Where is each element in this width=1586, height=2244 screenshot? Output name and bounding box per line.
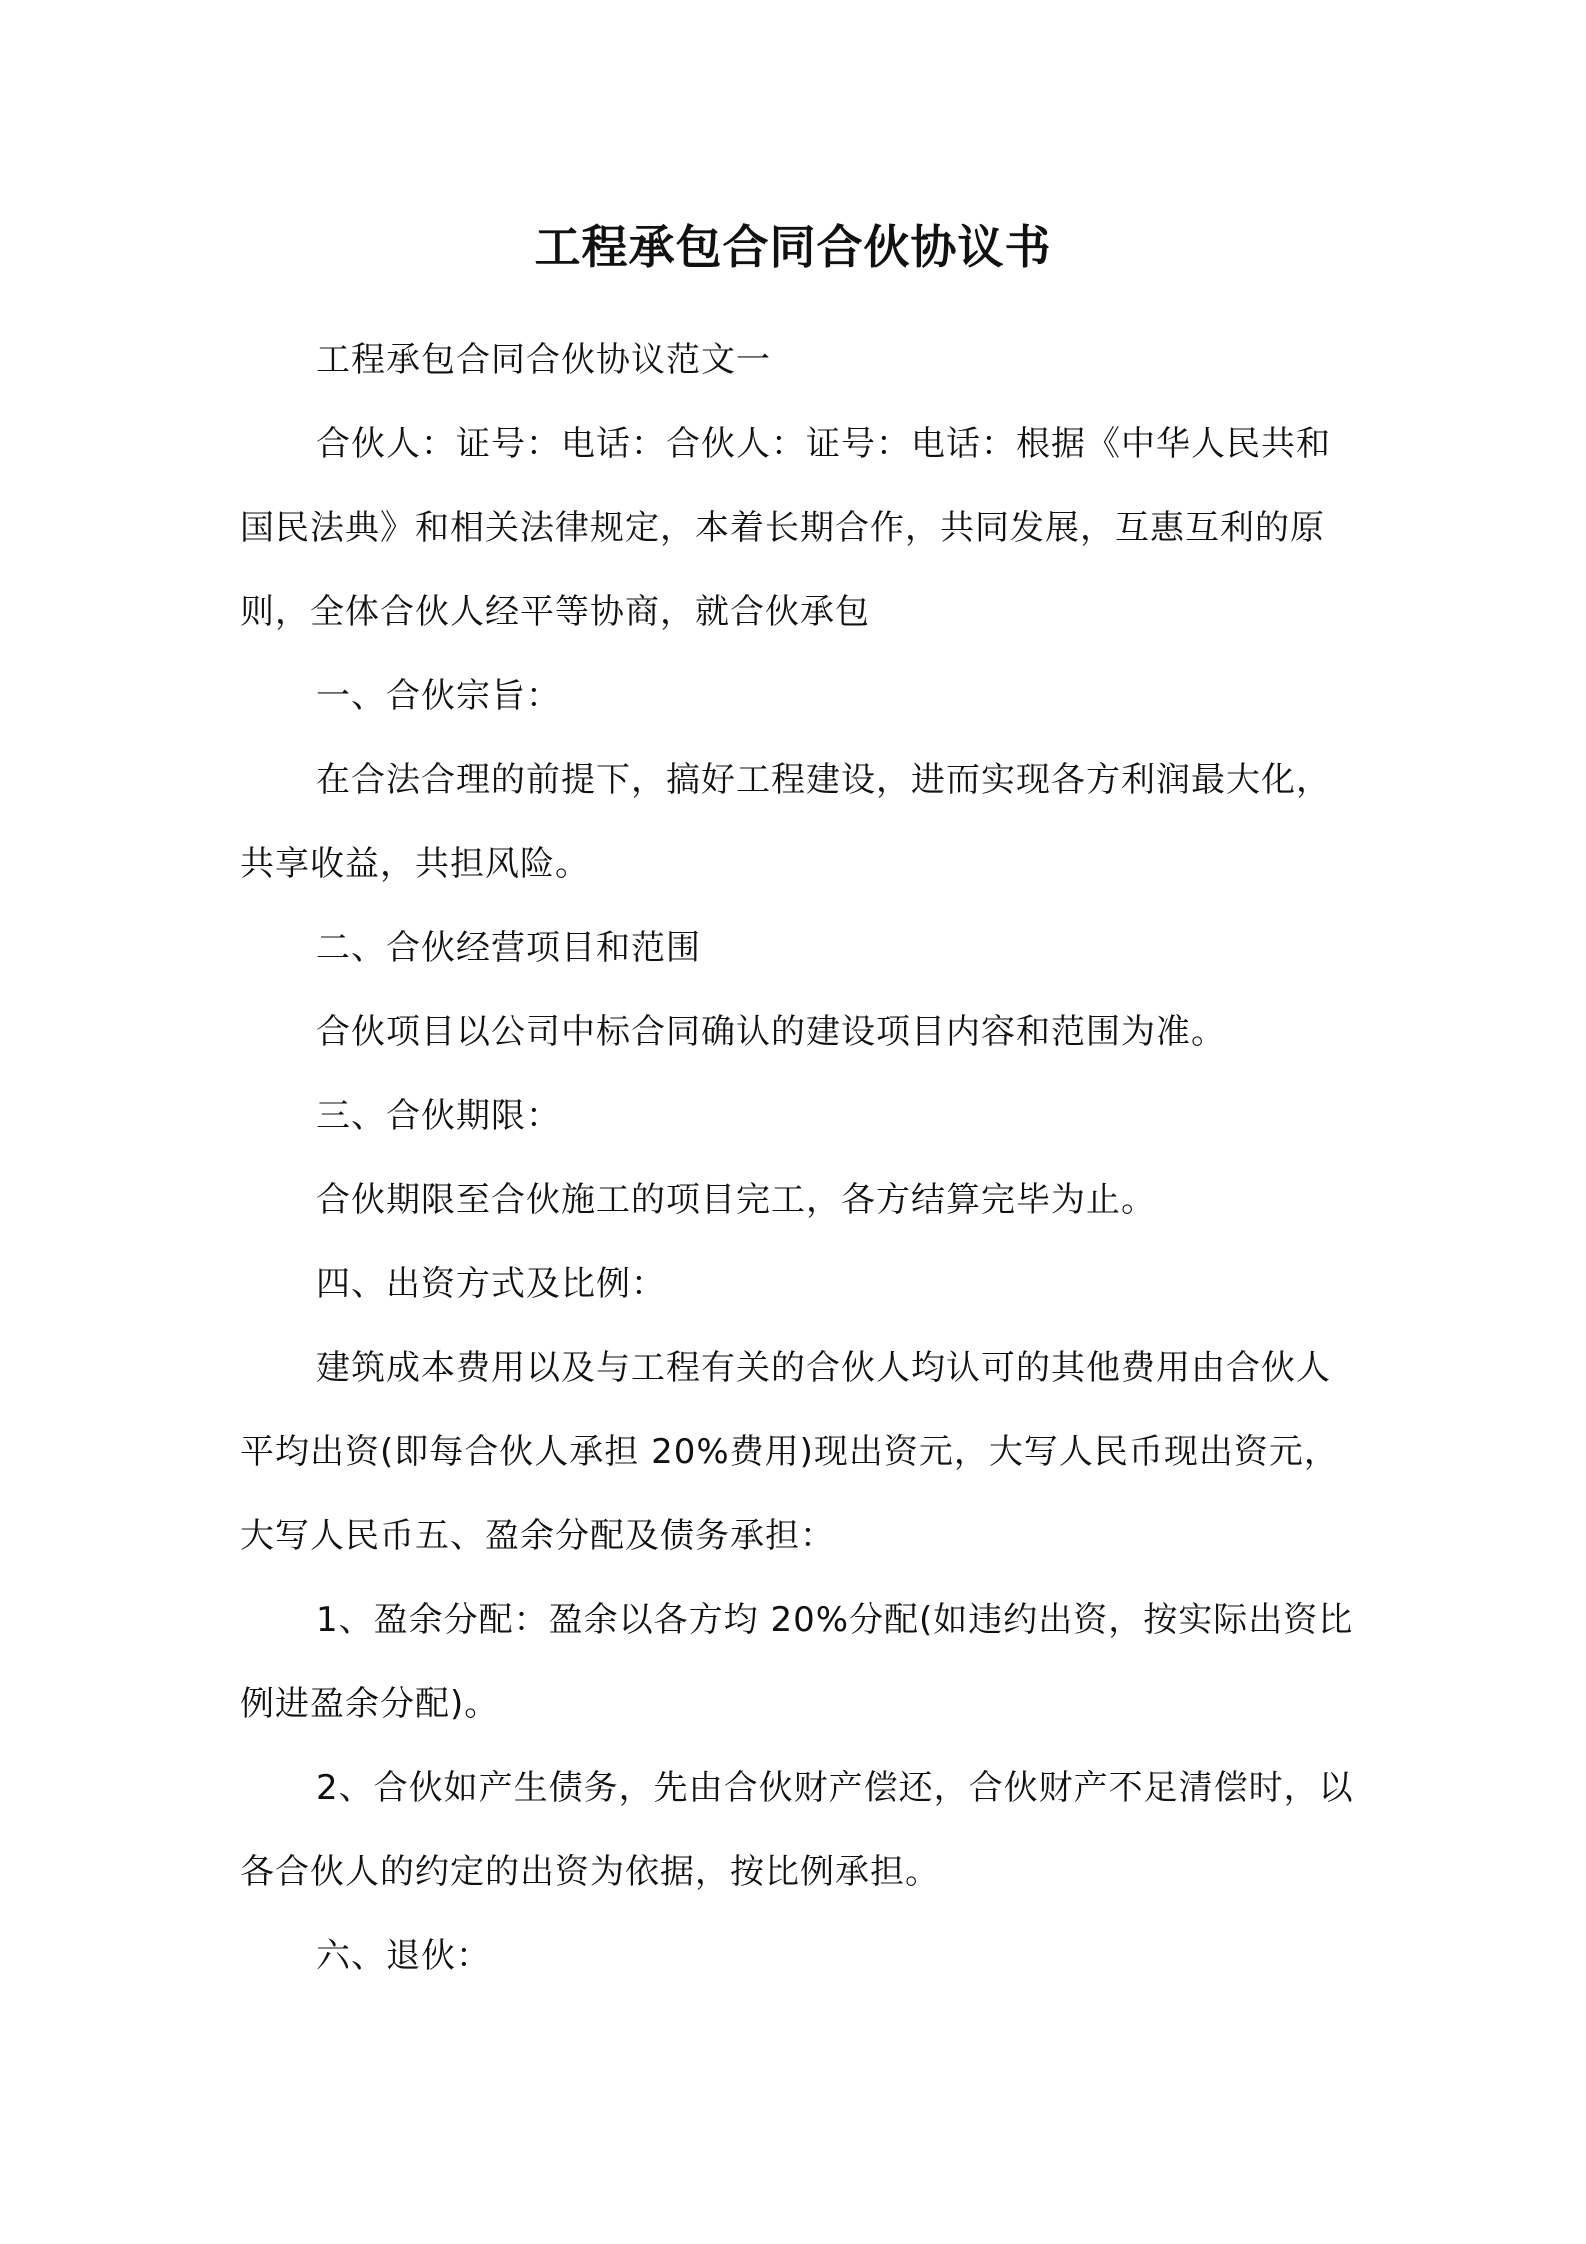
document-body [240, 318, 1355, 1998]
section-heading-scope: 二、合伙经营项目和范围 [316, 928, 701, 968]
paragraph-sample-heading: 工程承包合同合伙协议范文一 [316, 340, 771, 380]
paragraph-debt: 2、合伙如产生债务，先由合伙财产偿还，合伙财产不足清偿时，以各合伙人的约定的出资为依据，按比例承担。 [240, 1768, 1354, 1892]
section-heading-term: 三、合伙期限： [316, 1096, 561, 1136]
section-heading-contribution: 四、出资方式及比例： [316, 1264, 666, 1304]
paragraph-profit-distribution: 1、盈余分配：盈余以各方均 20%分配(如违约出资，按实际出资比例进盈余分配)。 [240, 1600, 1354, 1724]
paragraph-term: 合伙期限至合伙施工的项目完工，各方结算完毕为止。 [316, 1180, 1156, 1220]
document-title: 工程承包合同合伙协议书 [534, 220, 1052, 274]
paragraph-preamble: 合伙人：证号：电话：合伙人：证号：电话：根据《中华人民共和国民法典》和相关法律规定，本着长期合作，共同发展，互惠互利的原则，全体合伙人经平等协商，就合伙承包 [240, 424, 1331, 632]
section-heading-withdrawal: 六、退伙： [316, 1936, 491, 1976]
paragraph-purpose: 在合法合理的前提下，搞好工程建设，进而实现各方利润最大化，共享收益，共担风险。 [240, 760, 1331, 884]
paragraph-scope: 合伙项目以公司中标合同确认的建设项目内容和范围为准。 [316, 1012, 1226, 1052]
section-heading-purpose: 一、合伙宗旨： [316, 676, 561, 716]
paragraph-contribution: 建筑成本费用以及与工程有关的合伙人均认可的其他费用由合伙人平均出资(即每合伙人承担 20%费用)现出资元，大写人民币现出资元，大写人民币五、盈余分配及债务承担： [240, 1348, 1339, 1556]
